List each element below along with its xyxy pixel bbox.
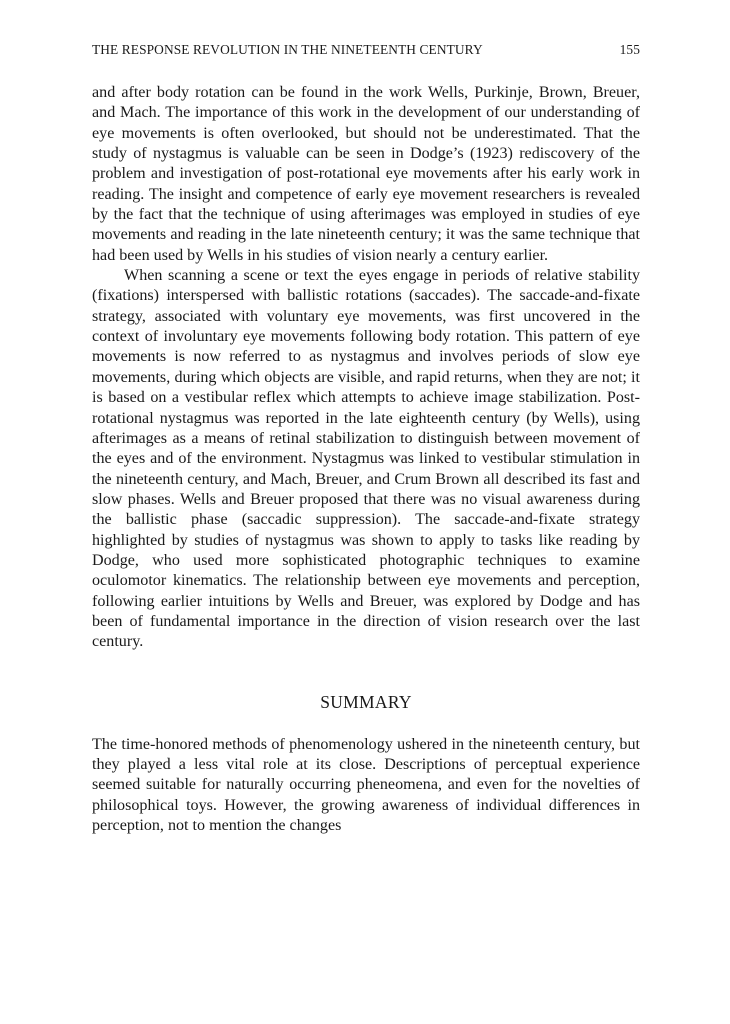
book-page: [92, 42, 640, 836]
paragraph-continued: and after body rotation can be found in the work Wells, Purkinje, Brown, Breuer, and Mach. The importance of this work in the development of our understanding of eye movements is often overlooked, but should not be underestimated. That the study of nystagmus is valuable can be seen in Dodge’s (1923) rediscovery of the problem and investigation of post-rotational eye movements after his early work in reading. The insight and competence of early eye movement researchers is revealed by the fact that the technique of using afterimages was employed in studies of eye movements and reading in the late nineteenth century; it was the same technique that had been used by Wells in his studies of vision nearly a century earlier.: [92, 84, 640, 264]
page-number: 155: [619, 42, 640, 57]
summary-paragraph: The time-honored methods of phenomenology ushered in the nineteenth century, but they played a less vital role at its close. Descriptions of perceptual experience seemed suitable for naturally occurring pheneomena, and even for the novelties of philosophical toys. However, the growing awareness of individual differences in perception, not to mention the changes: [92, 735, 640, 834]
running-head-title: THE RESPONSE REVOLUTION IN THE NINETEENTH CENTURY: [92, 42, 483, 57]
section-heading-summary: SUMMARY: [320, 691, 412, 712]
running-head: [92, 42, 640, 64]
main-text: [92, 83, 640, 653]
summary-text: [92, 735, 640, 837]
paragraph-nystagmus: When scanning a scene or text the eyes engage in periods of relative stability (fixations) interspersed with ballistic rotations (saccades). The saccade-and-fixate strategy, associated with voluntary eye movements, was first uncovered in the context of involuntary eye movements following body rotation. This pattern of eye movements is now referred to as nystagmus and involves periods of slow eye movements, during which objects are visible, and rapid returns, when they are not; it is based on a vestibular reflex which attempts to achieve image stabilization. Post-rotational nystagmus was reported in the late eighteenth century (by Wells), using afterimages as a means of retinal stabilization to distinguish between movement of the eyes and of the environment. Nystagmus was linked to vestibular stimulation in the nineteenth century, and Mach, Breuer, and Crum Brown all described its fast and slow phases. Wells and Breuer proposed that there was no visual awareness during the ballistic phase (saccadic suppression). The saccade-and-fixate strategy highlighted by studies of nystagmus was shown to apply to tasks like reading by Dodge, who used more sophisticated photographic techniques to examine oculomotor kinematics. The relationship between eye movements and perception, following earlier intuitions by Wells and Breuer, was explored by Dodge and has been of fundamental importance in the direction of vision research over the last century.: [92, 267, 640, 651]
